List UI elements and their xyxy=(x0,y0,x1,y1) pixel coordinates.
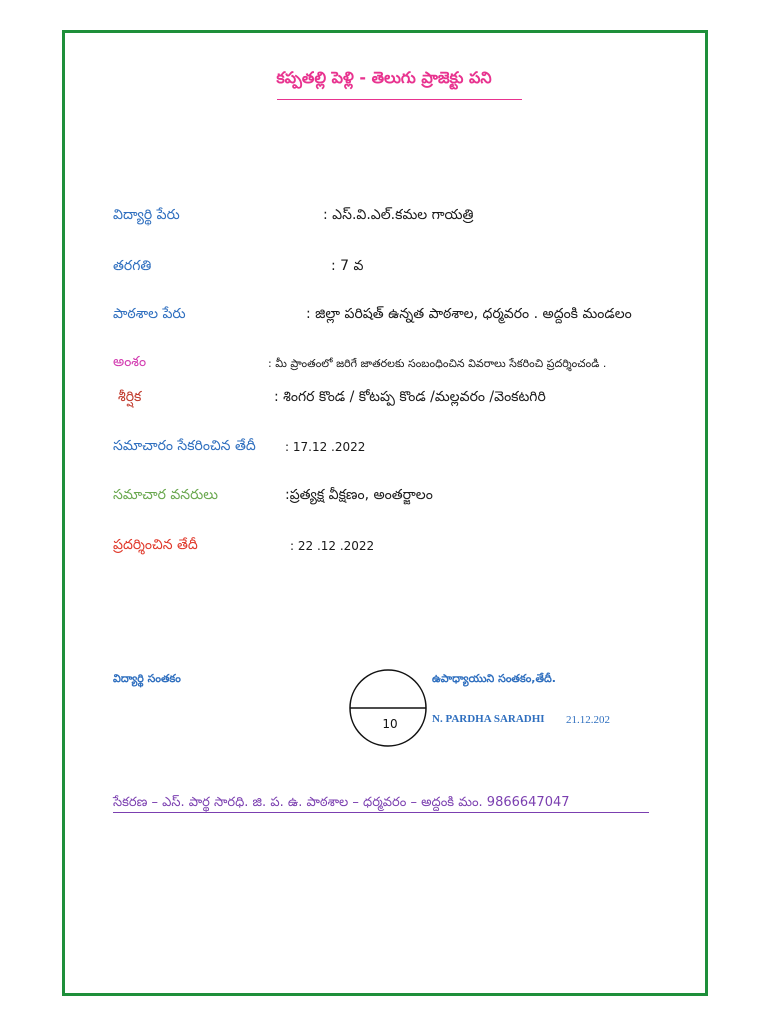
field-value-heading: : శింగర కొండ / కోటప్ప కొండ /మల్లవరం /వెంకటగిరి xyxy=(274,389,546,405)
teacher-date: 21.12.202 xyxy=(566,714,610,726)
student-signature-label: విద్యార్థి సంతకం xyxy=(113,672,181,685)
page-border xyxy=(62,30,708,996)
footer-underline xyxy=(113,812,649,813)
title-underline xyxy=(277,99,522,100)
field-value-topic: : మీ ప్రాంతంలో జరిగే జాతరలకు సంబంధించిన వివరాలు సేకరించి ప్రదర్శించండి . xyxy=(268,357,607,370)
field-label-class: తరగతి xyxy=(113,258,152,274)
field-value-student-name: : ఎస్.వి.ఎల్.కమల గాయత్రి xyxy=(323,207,474,223)
field-value-presentation-date: : 22 .12 .2022 xyxy=(290,539,375,553)
field-label-heading: శీర్షిక xyxy=(118,389,142,405)
field-value-collection-date: : 17.12 .2022 xyxy=(285,440,366,454)
field-value-class: : 7 వ xyxy=(331,258,364,274)
marks-value: 10 xyxy=(382,717,398,731)
field-value-school-name: : జిల్లా పరిషత్ ఉన్నత పాఠశాల, ధర్మవరం . అద్దంకి మండలం xyxy=(306,306,632,322)
teacher-signature-label: ఉపాధ్యాయుని సంతకం,తేదీ. xyxy=(432,672,556,685)
field-label-sources: సమాచార వనరులు xyxy=(113,487,219,503)
field-label-school-name: పాఠశాల పేరు xyxy=(113,306,186,322)
field-label-collection-date: సమాచారం సేకరించిన తేదీ xyxy=(113,438,256,454)
page-title: కప్పతల్లి పెళ్లి - తెలుగు ప్రాజెక్టు పని xyxy=(276,68,492,87)
field-label-presentation-date: ప్రదర్శించిన తేదీ xyxy=(113,537,198,553)
footer-credit: సేకరణ – ఎస్. పార్థ సారధి. జి. ప. ఉ. పాఠశాల – ధర్మవరం – అద్దంకి మం. 9866647047 xyxy=(113,795,570,810)
field-label-student-name: విద్యార్థి పేరు xyxy=(113,207,180,223)
marks-circle-icon xyxy=(348,668,428,752)
teacher-name: N. PARDHA SARADHI xyxy=(432,713,545,725)
field-value-sources: :ప్రత్యక్ష వీక్షణం, అంతర్జాలం xyxy=(285,487,433,503)
field-label-topic: అంశం xyxy=(113,354,147,370)
